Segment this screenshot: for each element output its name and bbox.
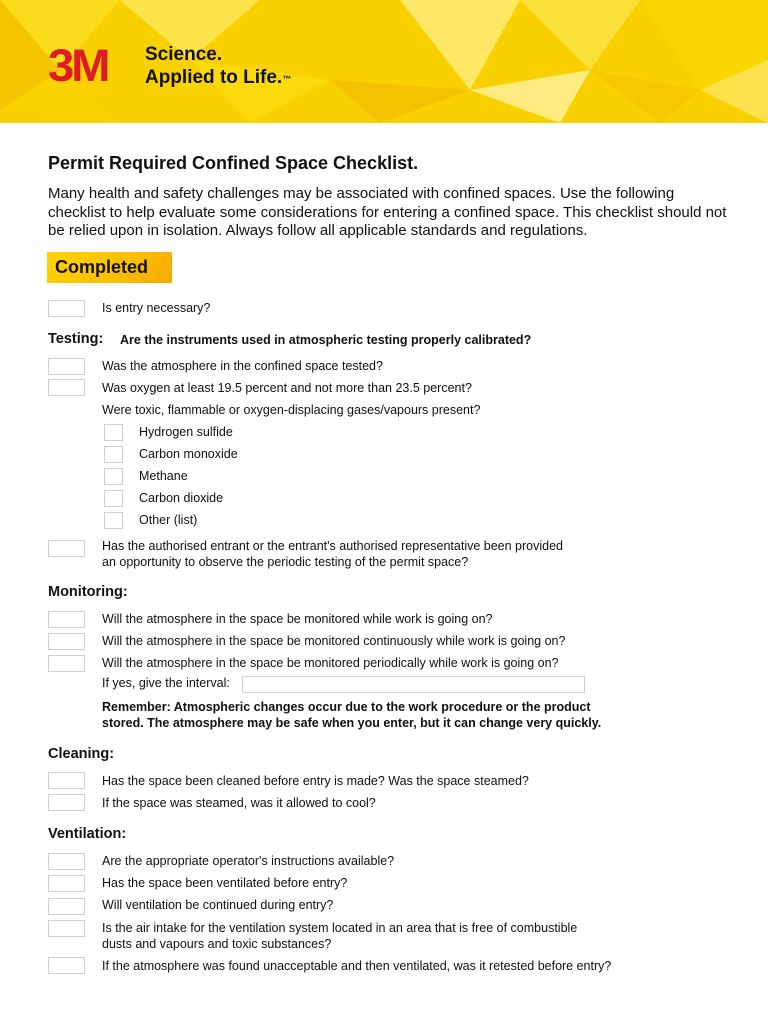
question-testing-3: Were toxic, flammable or oxygen-displacing gases/vapours present? [102,403,481,417]
checkbox-ventilation-5[interactable] [48,957,85,974]
question-cleaning-2: If the space was steamed, was it allowed to cool? [102,796,376,810]
gas-methane: Methane [139,469,188,483]
question-ventilation-2: Has the space been ventilated before entry? [102,876,348,890]
question-monitoring-3: Will the atmosphere in the space be monitored periodically while work is going on? [102,656,559,670]
section-testing-heading: Testing: [48,331,104,347]
remember-note-line-1: Remember: Atmospheric changes occur due to the work procedure or the product [102,700,591,714]
remember-note [102,700,642,731]
question-ventilation-4-line-2: dusts and vapours and toxic substances? [102,937,332,951]
gas-carbon-monoxide: Carbon monoxide [139,447,238,461]
checkbox-testing-4[interactable] [48,540,85,557]
section-cleaning-heading: Cleaning: [48,746,115,762]
checkbox-gas-carbon-monoxide[interactable] [104,446,123,463]
gas-carbon-dioxide: Carbon dioxide [139,491,224,505]
checkbox-gas-other[interactable] [104,512,123,529]
checkbox-ventilation-2[interactable] [48,875,85,892]
question-testing-4-line-1: Has the authorised entrant or the entrant's authorised representative been provided [102,539,564,553]
checkbox-ventilation-4[interactable] [48,920,85,937]
checkbox-ventilation-1[interactable] [48,853,85,870]
checkbox-cleaning-2[interactable] [48,794,85,811]
question-cleaning-1: Has the space been cleaned before entry is made? Was the space steamed? [102,774,529,788]
header-banner [0,0,768,123]
checkbox-testing-1[interactable] [48,358,85,375]
question-ventilation-5: If the atmosphere was found unacceptable and then ventilated, was it retested before entry? [102,959,612,973]
checkbox-monitoring-2[interactable] [48,633,85,650]
checkbox-gas-hydrogen-sulfide[interactable] [104,424,123,441]
page-title: Permit Required Confined Space Checklist. [48,153,419,173]
section-ventilation-heading: Ventilation: [48,826,127,842]
banner-background [0,0,768,123]
question-entry-necessary: Is entry necessary? [102,301,211,315]
checkbox-monitoring-3[interactable] [48,655,85,672]
3m-logo: 3M [48,40,108,91]
tagline-line-2: Applied to Life.™ [145,67,292,88]
question-ventilation-4 [102,920,662,952]
trademark-symbol: ™ [282,74,292,84]
checkbox-ventilation-3[interactable] [48,898,85,915]
checkbox-monitoring-1[interactable] [48,611,85,628]
question-testing-4 [102,538,622,570]
question-monitoring-1: Will the atmosphere in the space be monitored while work is going on? [102,612,493,626]
checkbox-cleaning-1[interactable] [48,772,85,789]
checkbox-gas-carbon-dioxide[interactable] [104,490,123,507]
checkbox-gas-methane[interactable] [104,468,123,485]
gas-other: Other (list) [139,513,198,527]
question-testing-1: Was the atmosphere in the confined space tested? [102,359,383,373]
interval-label: If yes, give the interval: [102,676,230,690]
brand-tagline [145,43,291,89]
question-ventilation-4-line-1: Is the air intake for the ventilation system located in an area that is free of combustible [102,921,578,935]
checkbox-testing-2[interactable] [48,379,85,396]
interval-input[interactable] [242,676,585,693]
completed-column-label: Completed [47,252,172,283]
checkbox-entry-necessary[interactable] [48,300,85,317]
question-ventilation-1: Are the appropriate operator's instructions available? [102,854,395,868]
section-monitoring-heading: Monitoring: [48,584,128,600]
question-testing-4-line-2: an opportunity to observe the periodic testing of the permit space? [102,555,469,569]
question-testing-2: Was oxygen at least 19.5 percent and not more than 23.5 percent? [102,381,472,395]
remember-note-line-2: stored. The atmosphere may be safe when you enter, but it can change very quickly. [102,715,602,730]
question-ventilation-3: Will ventilation be continued during entry? [102,898,334,912]
question-calibration: Are the instruments used in atmospheric testing properly calibrated? [120,333,532,347]
intro-paragraph: Many health and safety challenges may be associated with confined spaces. Use the following checklist to help evaluate some considerations for entering a confined space. This checklist should not be relied upon in isolation. Always follow all applicable standards and regulations. [48,185,727,239]
gas-hydrogen-sulfide: Hydrogen sulfide [139,425,233,439]
question-monitoring-2: Will the atmosphere in the space be monitored continuously while work is going on? [102,634,566,648]
tagline-line-1: Science. [145,44,223,65]
